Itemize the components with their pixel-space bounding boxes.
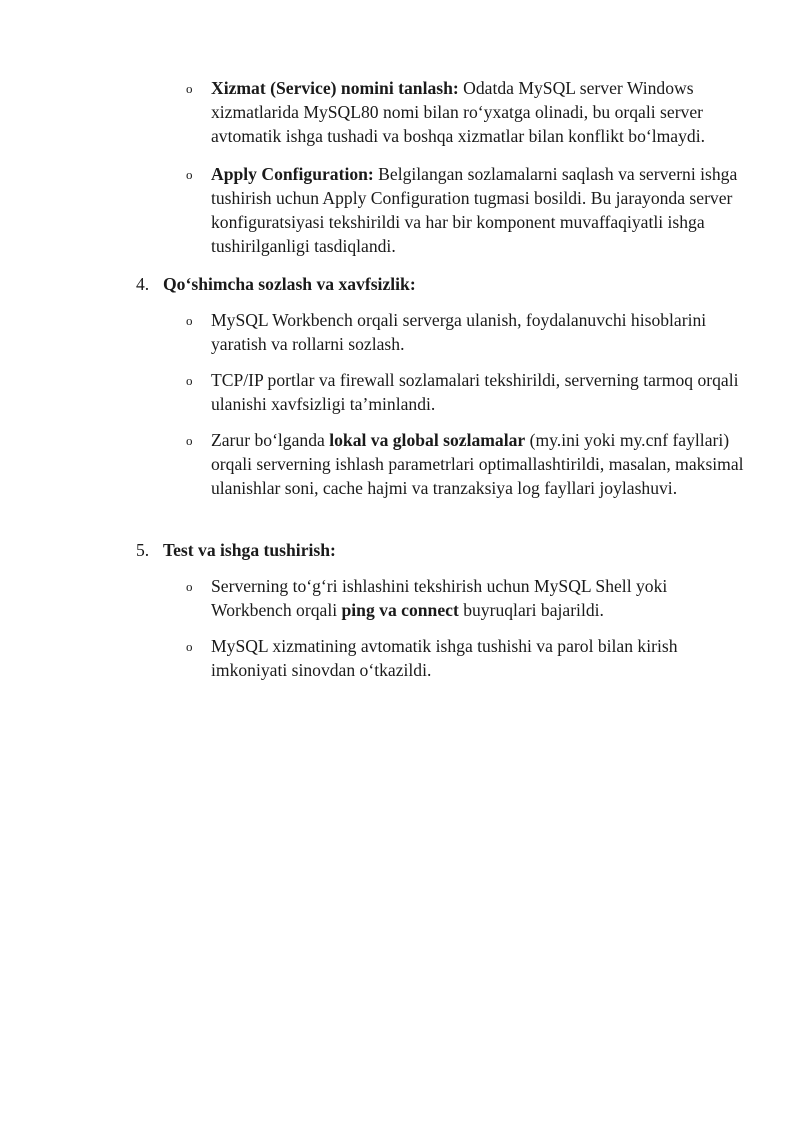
list-item-autostart-test xyxy=(0,634,751,682)
list-item-ping-connect xyxy=(0,574,751,622)
item-text: Odatda MySQL server Windows xizmatlarida MySQL80 nomi bilan ro‘yxatga olinadi, bu orqali server avtomatik ishga tushadi va boshqa xizmatlar bilan konflikt bo‘lmaydi. xyxy=(211,78,705,146)
item-emphasis: ping va connect xyxy=(341,600,459,620)
bullet-icon: o xyxy=(186,373,193,388)
bullet-icon: o xyxy=(186,167,193,182)
bullet-icon: o xyxy=(186,639,193,654)
item-emphasis: lokal va global sozlamalar xyxy=(329,430,526,450)
bullet-icon: o xyxy=(186,81,193,96)
bullet-icon: o xyxy=(186,579,193,594)
list-item-workbench xyxy=(0,308,751,356)
section-heading-5 xyxy=(0,538,723,562)
item-text-pre: Serverning to‘g‘ri ishlashini tekshirish uchun MySQL Shell yoki Workbench orqali xyxy=(211,576,668,620)
list-item-local-global-settings xyxy=(0,428,751,500)
item-text: TCP/IP portlar va firewall sozlamalari tekshirildi, serverning tarmoq orqali ulanishi xavfsizligi ta’minlandi. xyxy=(211,370,739,414)
list-item-tcpip xyxy=(0,368,751,416)
item-heading: Apply Configuration: xyxy=(211,164,374,184)
section-number: 4. xyxy=(136,274,150,294)
item-text-post: buyruqlari bajarildi. xyxy=(458,600,604,620)
section-heading-4 xyxy=(0,272,723,296)
item-text-pre: Zarur bo‘lganda xyxy=(211,430,330,450)
bullet-icon: o xyxy=(186,433,193,448)
item-text: MySQL xizmatining avtomatik ishga tushishi va parol bilan kirish imkoniyati sinovdan o‘tkazildi. xyxy=(211,636,678,680)
item-heading: Xizmat (Service) nomini tanlash: xyxy=(211,78,459,98)
item-text: Belgilangan sozlamalarni saqlash va serverni ishga tushirish uchun Apply Configuration tugmasi bosildi. Bu jarayonda server konfiguratsiyasi tekshirildi va har bir komponent muvaffaqiyatli ishga tushirilganligi tasdiqlandi. xyxy=(211,164,738,256)
list-item-apply-configuration xyxy=(0,162,751,258)
section-number: 5. xyxy=(136,540,150,560)
section-title: Test va ishga tushirish: xyxy=(163,540,336,560)
bullet-icon: o xyxy=(186,313,193,328)
section-title: Qo‘shimcha sozlash va xavfsizlik: xyxy=(163,274,416,294)
list-item-service-name xyxy=(0,76,751,148)
item-text: MySQL Workbench orqali serverga ulanish, foydalanuvchi hisoblarini yaratish va rollarni sozlash. xyxy=(211,310,707,354)
item-text-post: (my.ini yoki my.cnf fayllari) orqali serverning ishlash parametrlari optimallashtirildi, masalan, maksimal ulanishlar soni, cache hajmi va tranzaksiya log fayllari joylashuvi. xyxy=(211,430,744,498)
